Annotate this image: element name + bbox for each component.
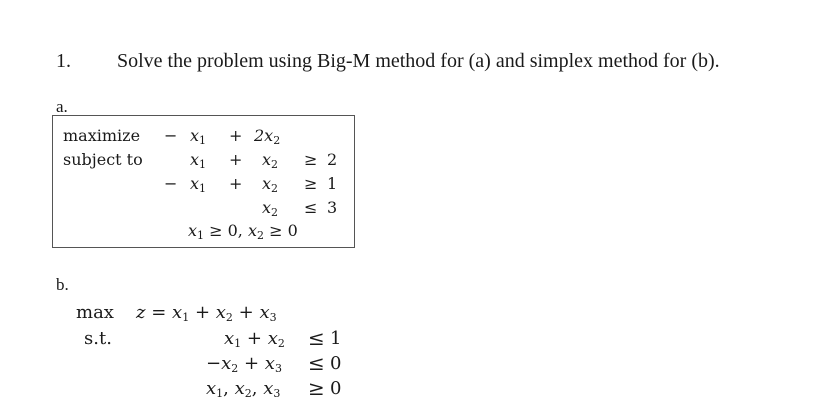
nonneg-b-rhs: 0 — [330, 378, 342, 399]
row2-x1: $x_1$ — [190, 174, 207, 195]
row3-rel: ≤ — [304, 198, 318, 217]
row3-x2: $x_2$ — [262, 198, 279, 219]
max-word: max — [76, 302, 114, 323]
row0-op: + — [229, 126, 243, 145]
row3-rhs: 3 — [327, 198, 338, 217]
part-b-label: b. — [56, 275, 69, 294]
row1-rel: ≥ — [304, 150, 318, 169]
constraint-2-lhs: $-x_2 + x_3$ — [206, 353, 282, 375]
row1-x1: $x_1$ — [190, 150, 207, 171]
question-text: Solve the problem using Big-M method for (a) and simplex method for (b). — [117, 50, 720, 72]
row0-sign: − — [164, 126, 178, 145]
row2-op: + — [229, 174, 243, 193]
subject-to-word: subject to — [63, 150, 143, 169]
question-number: 1. — [56, 50, 71, 72]
constraint-1-rhs: 1 — [330, 328, 342, 349]
row2-rel: ≥ — [304, 174, 318, 193]
row2-x2: $x_2$ — [262, 174, 279, 195]
row0-x2: $2x_2$ — [254, 126, 281, 147]
constraint-1-rel: ≤ — [308, 326, 325, 350]
constraint-1-lhs: $x_1 + x_2$ — [224, 328, 285, 350]
row1-rhs: 2 — [327, 150, 338, 169]
row2-rhs: 1 — [327, 174, 338, 193]
row0-x1: $x_1$ — [190, 126, 207, 147]
st-word: s.t. — [84, 328, 112, 349]
row1-x2: $x_2$ — [262, 150, 279, 171]
nonneg-b-rel: ≥ — [308, 376, 325, 400]
objective-expression: $z = x_1 + x_2 + x_3$ — [136, 302, 277, 324]
constraint-2-rhs: 0 — [330, 353, 342, 374]
nonneg-b-lhs: $x_1$, $x_2$, $x_3$ — [206, 378, 281, 400]
nonneg-a: $x_1 \ge 0$, $x_2 \ge 0$ — [188, 221, 298, 242]
row1-op: + — [229, 150, 243, 169]
maximize-word: maximize — [63, 126, 141, 145]
row2-sign: − — [164, 174, 178, 193]
part-a-label: a. — [56, 97, 68, 116]
constraint-2-rel: ≤ — [308, 351, 325, 375]
